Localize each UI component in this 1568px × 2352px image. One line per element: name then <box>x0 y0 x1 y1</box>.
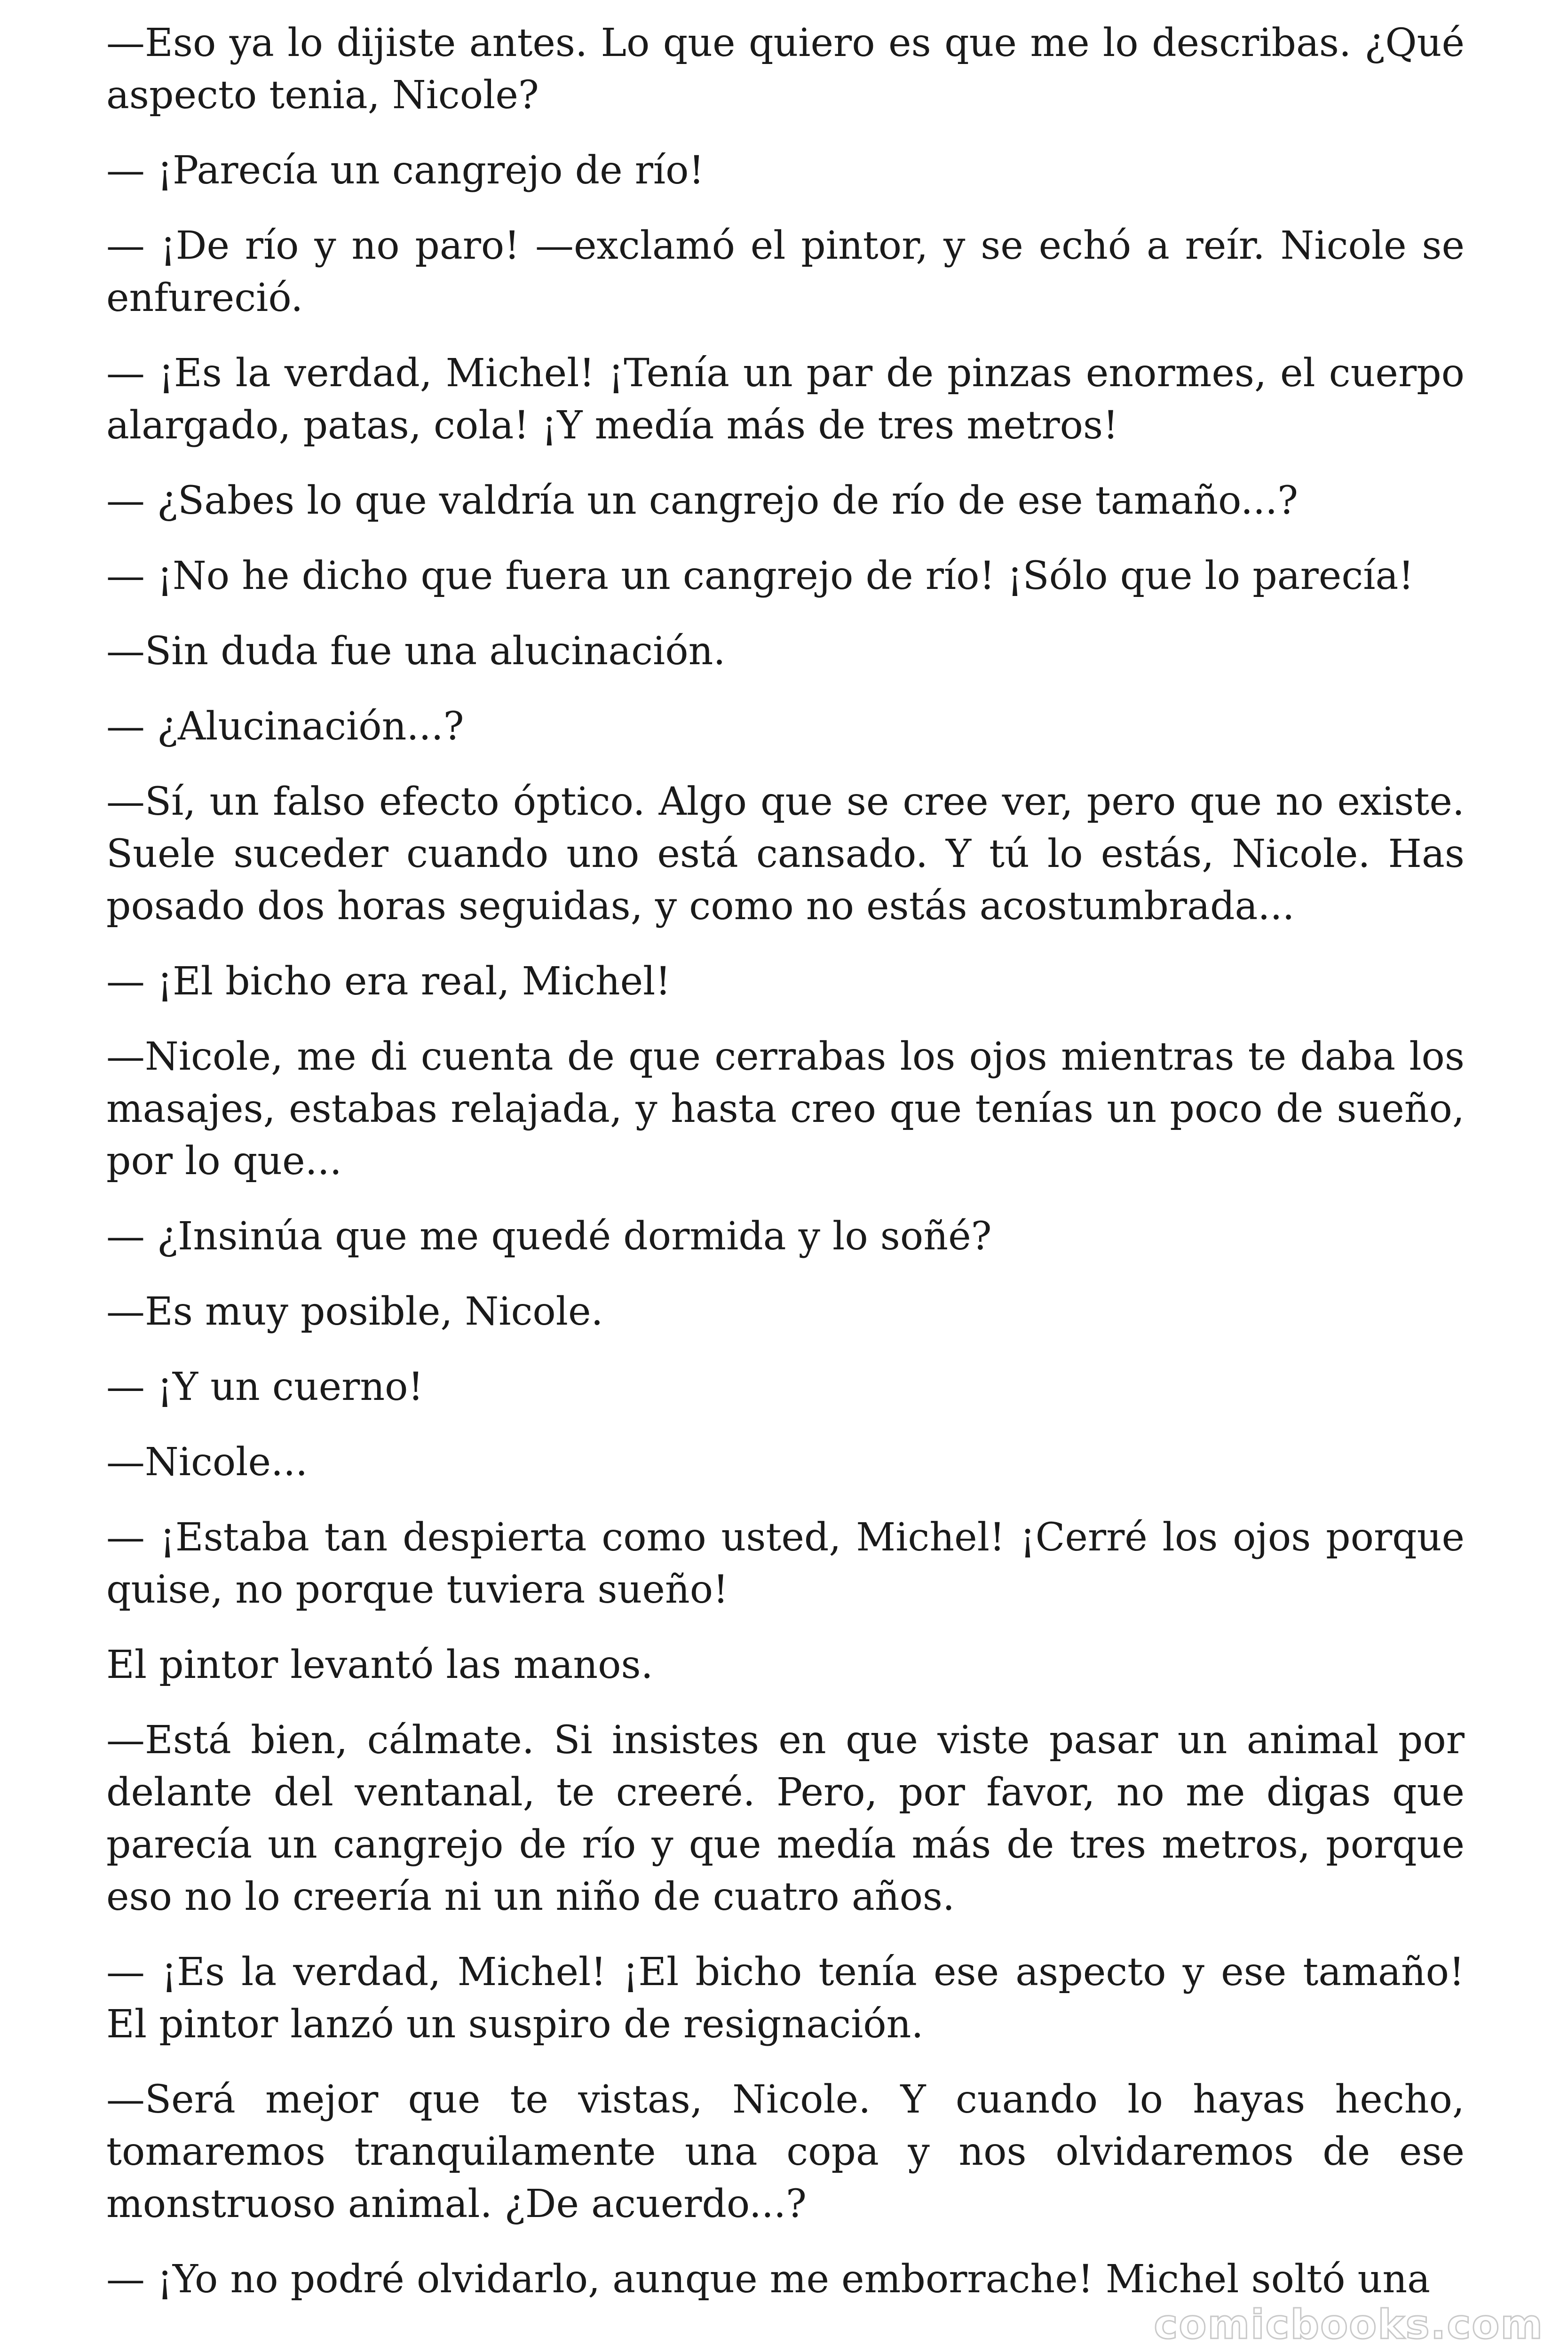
paragraph: — ¡El bicho era real, Michel! <box>106 959 671 1004</box>
paragraph: — ¡Es la verdad, Michel! ¡Tenía un par de pinzas enormes, el cuerpo alargado, patas, cola! ¡Y medía más de tres metros! <box>106 351 1465 448</box>
paragraph: —Está bien, cálmate. Si insistes en que viste pasar un animal por delante del ventanal, te creeré. Pero, por favor, no me digas que parecía un cangrejo de río y que medía más de tres metros, porque eso no lo creería ni un niño de cuatro años. <box>106 1718 1465 1919</box>
paragraph: —Eso ya lo dijiste antes. Lo que quiero es que me lo describas. ¿Qué aspecto tenia, Nicole? <box>106 21 1465 118</box>
paragraph: — ¡No he dicho que fuera un cangrejo de río! ¡Sólo que lo parecía! <box>106 554 1414 598</box>
paragraph: — ¡Y un cuerno! <box>106 1365 424 1409</box>
paragraph: — ¡Es la verdad, Michel! ¡El bicho tenía ese aspecto y ese tamaño! El pintor lanzó un suspiro de resignación. <box>106 1950 1465 2047</box>
paragraph: —Nicole, me di cuenta de que cerrabas los ojos mientras te daba los masajes, estabas relajada, y hasta creo que tenías un poco de sueño, por lo que... <box>106 1034 1465 1184</box>
paragraph: — ¿Alucinación...? <box>106 704 464 749</box>
paragraph: —Sí, un falso efecto óptico. Algo que se cree ver, pero que no existe. Suele suceder cuando uno está cansado. Y tú lo estás, Nicole. Has posado dos horas seguidas, y como no estás acostumbrada... <box>106 779 1465 929</box>
paragraph: — ¡Parecía un cangrejo de río! <box>106 148 705 193</box>
paragraph: —Será mejor que te vistas, Nicole. Y cuando lo hayas hecho, tomaremos tranquilamente una copa y nos olvidaremos de ese monstruoso animal. ¿De acuerdo...? <box>106 2077 1465 2226</box>
paragraph: — ¿Sabes lo que valdría un cangrejo de río de ese tamaño...? <box>106 478 1299 523</box>
paragraph: — ¡Estaba tan despierta como usted, Michel! ¡Cerré los ojos porque quise, no porque tuviera sueño! <box>106 1515 1465 1612</box>
watermark-logo: comicbooks.com <box>1154 2301 1544 2348</box>
paragraph: — ¿Insinúa que me quedé dormida y lo soñé? <box>106 1214 992 1259</box>
paragraph: —Es muy posible, Nicole. <box>106 1289 603 1334</box>
paragraph: — ¡Yo no podré olvidarlo, aunque me emborrache! Michel soltó una <box>106 2257 1431 2302</box>
paragraph: — ¡De río y no paro! —exclamó el pintor, y se echó a reír. Nicole se enfureció. <box>106 223 1465 320</box>
paragraph: —Nicole... <box>106 1440 308 1485</box>
paragraph: —Sin duda fue una alucinación. <box>106 629 726 674</box>
body-text <box>106 17 1465 2328</box>
paragraph: El pintor levantó las manos. <box>106 1643 653 1687</box>
